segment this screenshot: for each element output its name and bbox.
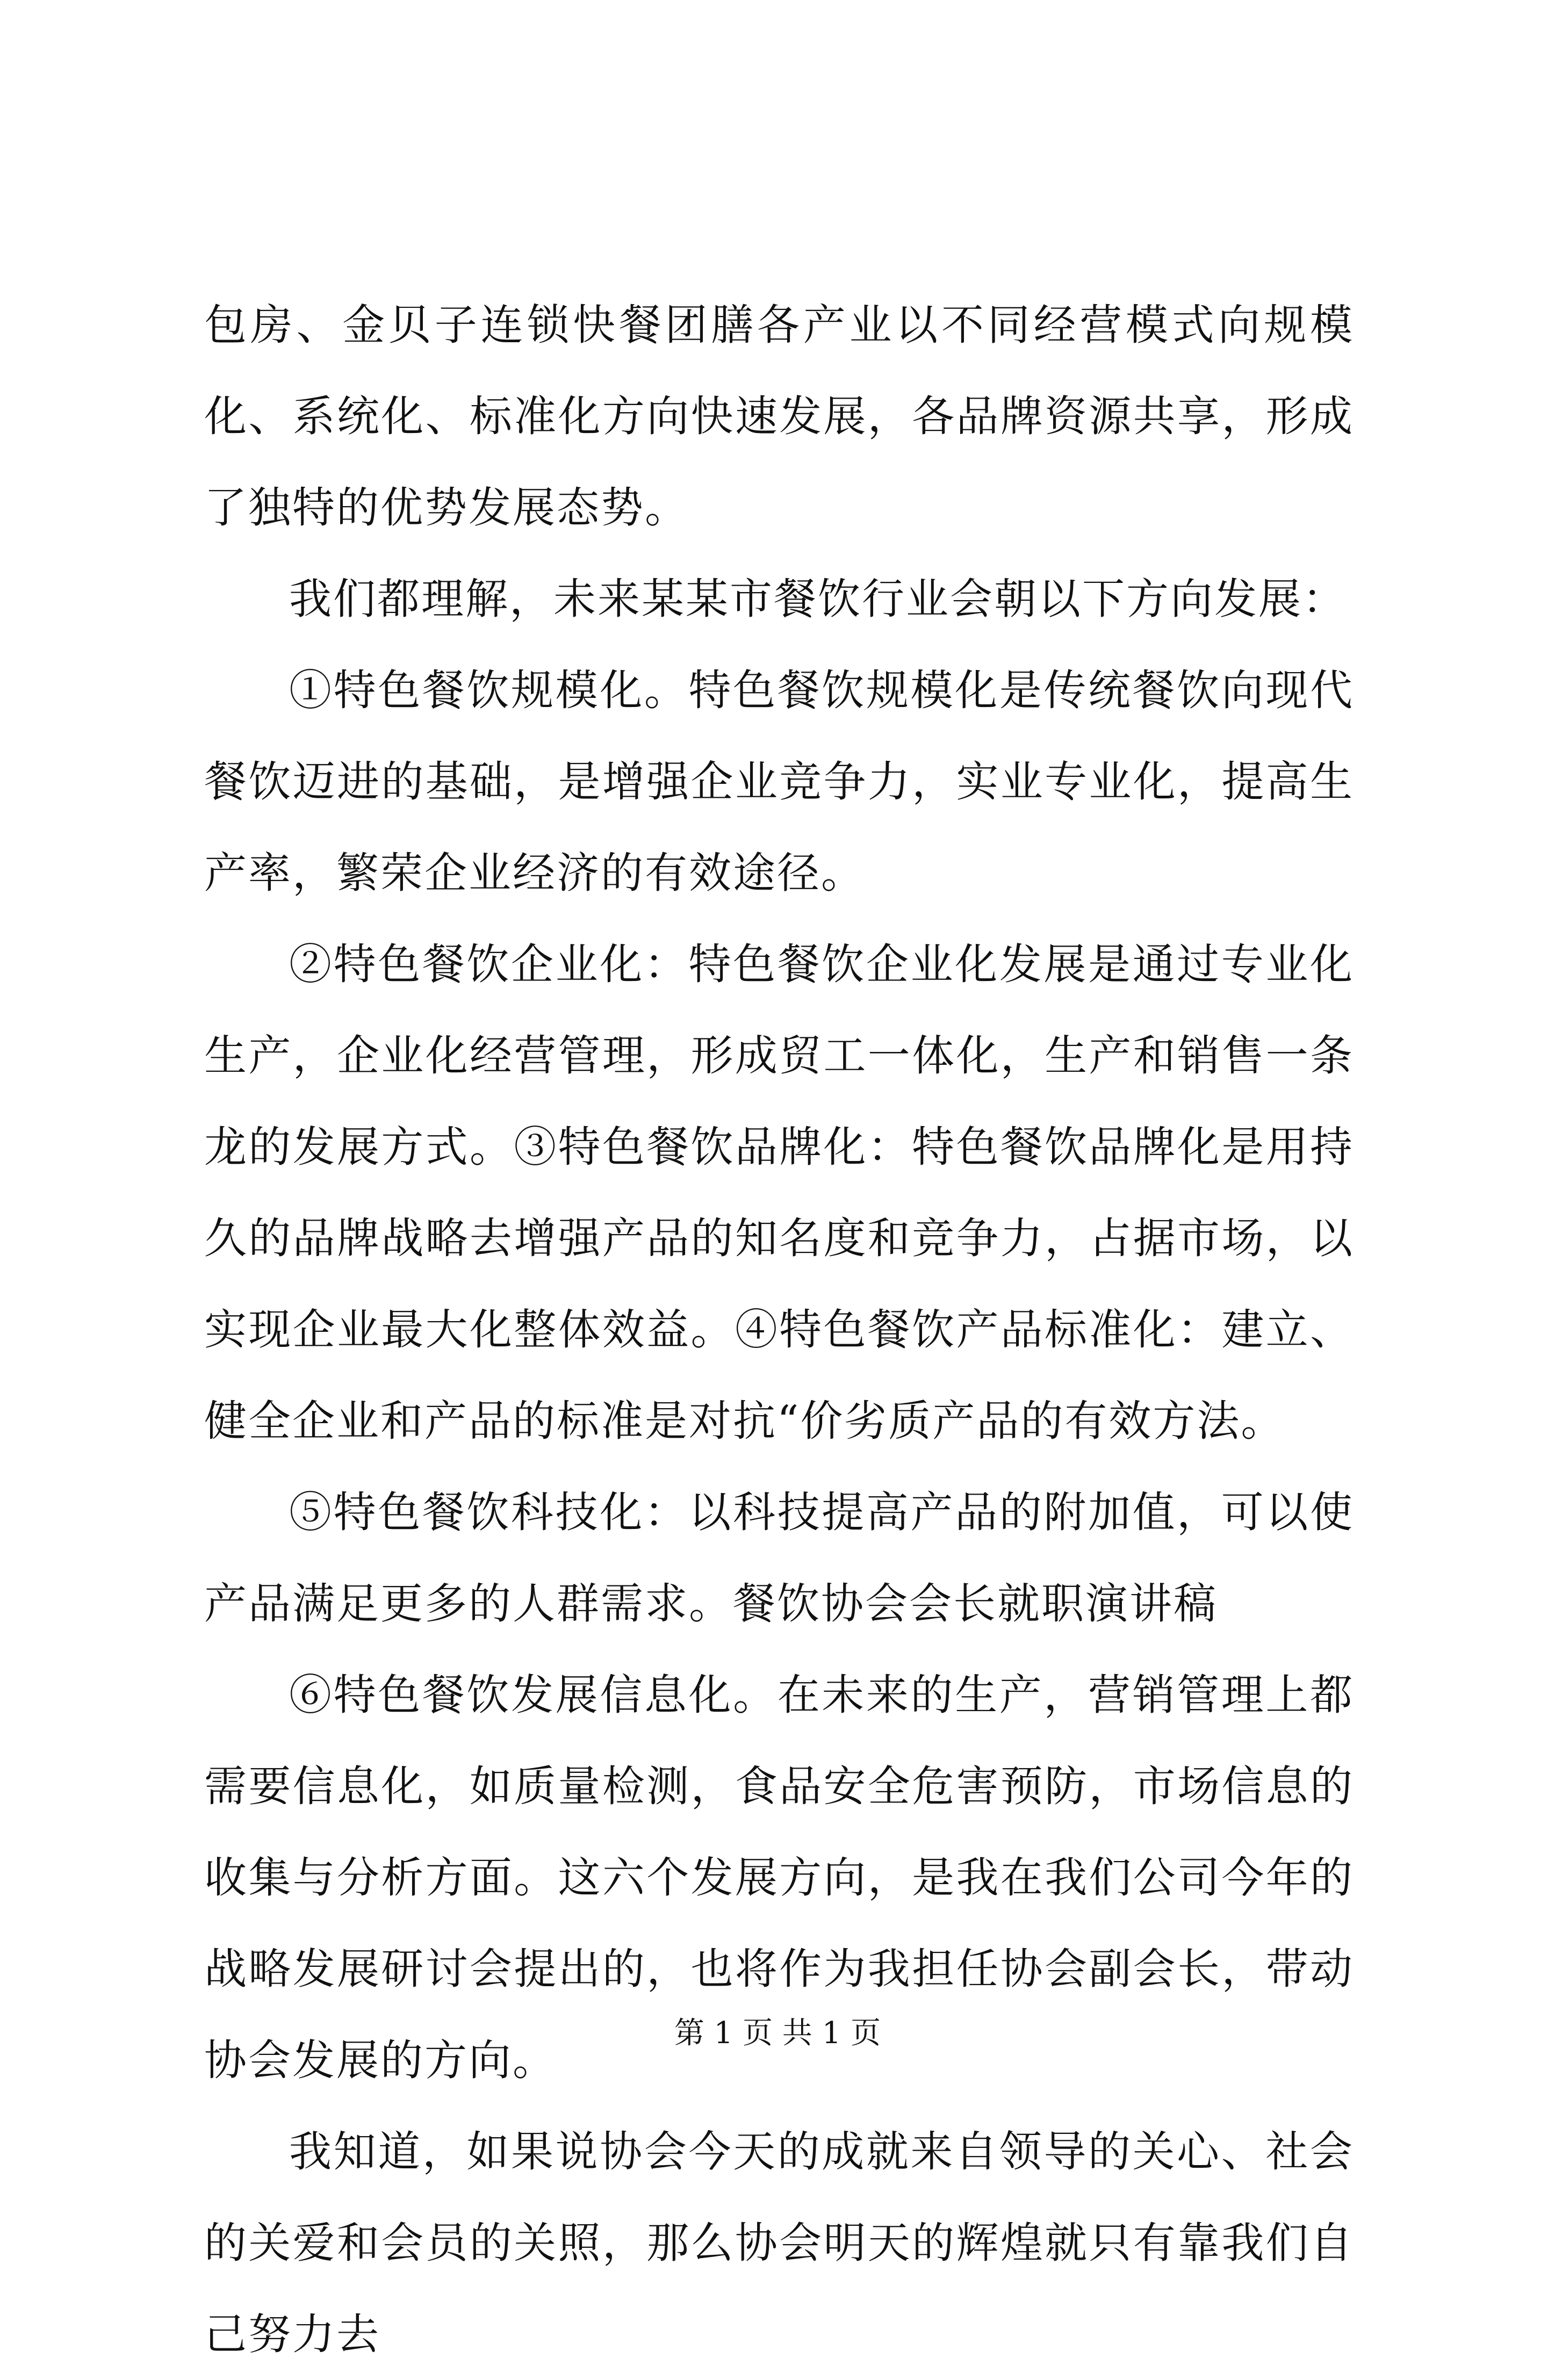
paragraph-item-5: ⑤特色餐饮科技化：以科技提高产品的附加值，可以使产品满足更多的人群需求。餐饮协会会长就职演讲稿 xyxy=(204,1488,1354,1628)
document-body xyxy=(204,279,1354,2380)
page-number-footer: 第 1 页 共 1 页 xyxy=(674,2016,881,2051)
paragraph-closing: 我知道，如果说协会今天的成就来自领导的关心、社会的关爱和会员的关照，那么协会明天的辉煌就只有靠我们自己努力去 xyxy=(204,2127,1354,2359)
paragraph-item-6: ⑥特色餐饮发展信息化。在未来的生产，营销管理上都需要信息化，如质量检测，食品安全危害预防，市场信息的收集与分析方面。这六个发展方向，是我在我们公司今年的战略发展研讨会提出的，也将作为我担任协会副会长，带动协会发展的方向。 xyxy=(204,1670,1354,2085)
paragraph-item-2-3-4: ②特色餐饮企业化：特色餐饮企业化发展是通过专业化生产，企业化经营管理，形成贸工一体化，生产和销售一条龙的发展方式。③特色餐饮品牌化：特色餐饮品牌化是用持久的品牌战略去增强产品的知名度和竞争力，占据市场，以实现企业最大化整体效益。④特色餐饮产品标准化：建立、健全企业和产品的标准是对抗“价劣质产品的有效方法。 xyxy=(204,940,1354,1446)
paragraph-continuation: 包房、金贝子连锁快餐团膳各产业以不同经营模式向规模化、系统化、标准化方向快速发展，各品牌资源共享，形成了独特的优势发展态势。 xyxy=(204,300,1354,532)
paragraph-item-1: ①特色餐饮规模化。特色餐饮规模化是传统餐饮向现代餐饮迈进的基础，是增强企业竞争力，实业专业化，提高生产率，繁荣企业经济的有效途径。 xyxy=(204,666,1354,898)
paragraph-intro: 我们都理解，未来某某市餐饮行业会朝以下方向发展： xyxy=(289,574,1347,624)
